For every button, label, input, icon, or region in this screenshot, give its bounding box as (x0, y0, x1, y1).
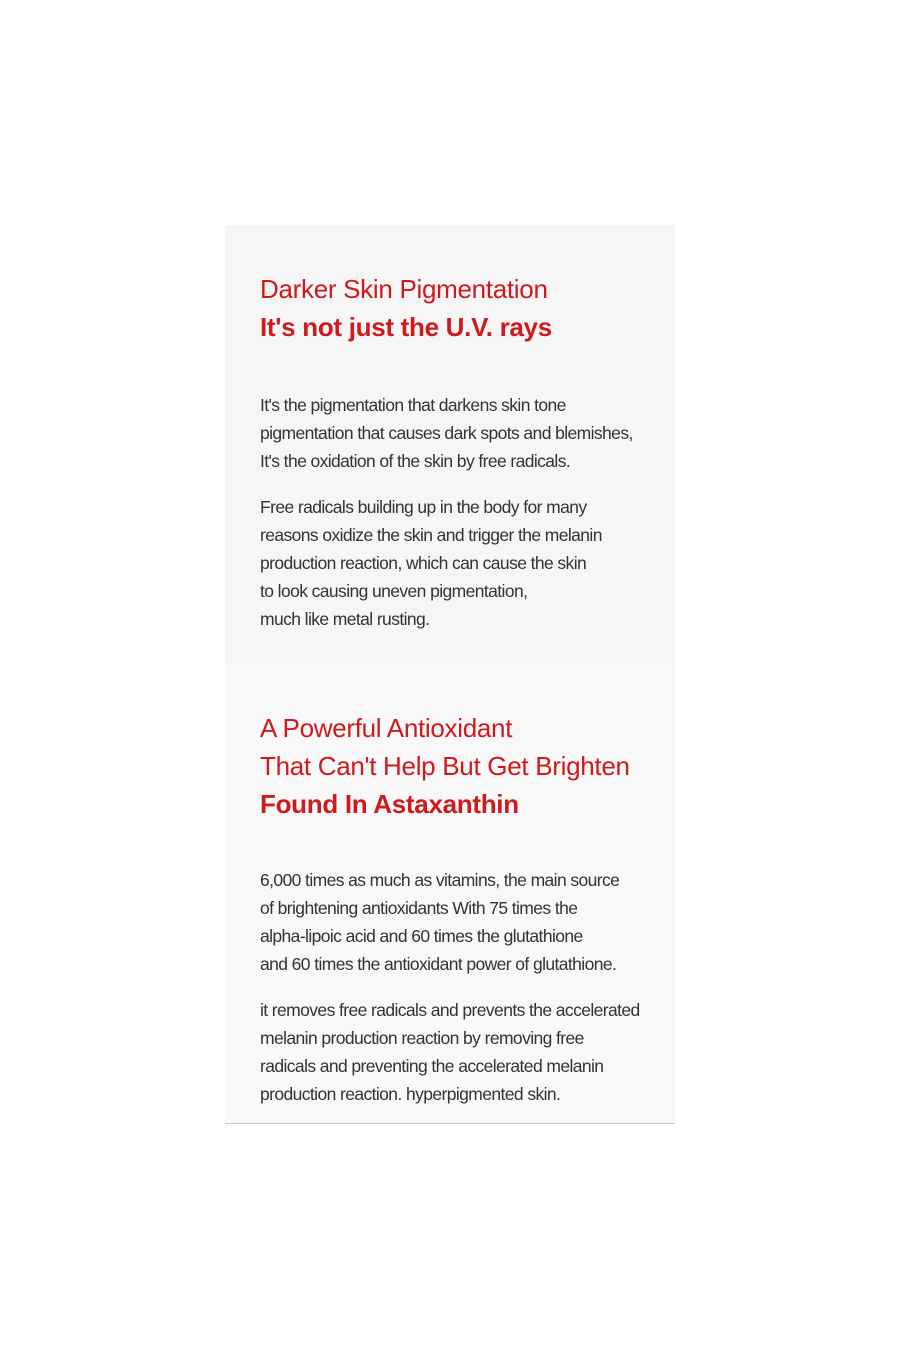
text-line: Free radicals building up in the body for many (260, 497, 587, 517)
text-line: radicals and preventing the accelerated melanin (260, 1056, 604, 1076)
antioxidant-paragraph-2 (260, 996, 665, 1108)
antioxidant-paragraph-1 (260, 866, 665, 978)
text-line: production reaction. hyperpigmented skin. (260, 1084, 561, 1104)
pigmentation-heading (260, 270, 665, 346)
text-line: 6,000 times as much as vitamins, the main source (260, 870, 620, 890)
pigmentation-section (225, 225, 675, 662)
text-line: It's the pigmentation that darkens skin tone (260, 395, 566, 415)
text-line: and 60 times the antioxidant power of glutathione. (260, 954, 617, 974)
text-line: production reaction, which can cause the skin (260, 553, 587, 573)
text-line: of brightening antioxidants With 75 times the (260, 898, 578, 918)
pigmentation-paragraph-2 (260, 493, 665, 633)
section-subtitle: That Can't Help But Get Brighten (260, 751, 630, 781)
text-line: it removes free radicals and prevents the accelerated (260, 1000, 640, 1020)
pigmentation-paragraph-1 (260, 391, 665, 475)
text-line: pigmentation that causes dark spots and blemishes, (260, 423, 633, 443)
section-title: It's not just the U.V. rays (260, 312, 552, 342)
text-line: It's the oxidation of the skin by free radicals. (260, 451, 571, 471)
text-line: reasons oxidize the skin and trigger the melanin (260, 525, 602, 545)
section-subtitle: Darker Skin Pigmentation (260, 274, 548, 304)
text-line: much like metal rusting. (260, 609, 430, 629)
text-line: melanin production reaction by removing free (260, 1028, 584, 1048)
antioxidant-heading (260, 709, 665, 823)
text-line: to look causing uneven pigmentation, (260, 581, 528, 601)
section-subtitle: A Powerful Antioxidant (260, 713, 513, 743)
antioxidant-section (225, 662, 675, 1124)
section-title: Found In Astaxanthin (260, 789, 519, 819)
text-line: alpha-lipoic acid and 60 times the glutathione (260, 926, 583, 946)
